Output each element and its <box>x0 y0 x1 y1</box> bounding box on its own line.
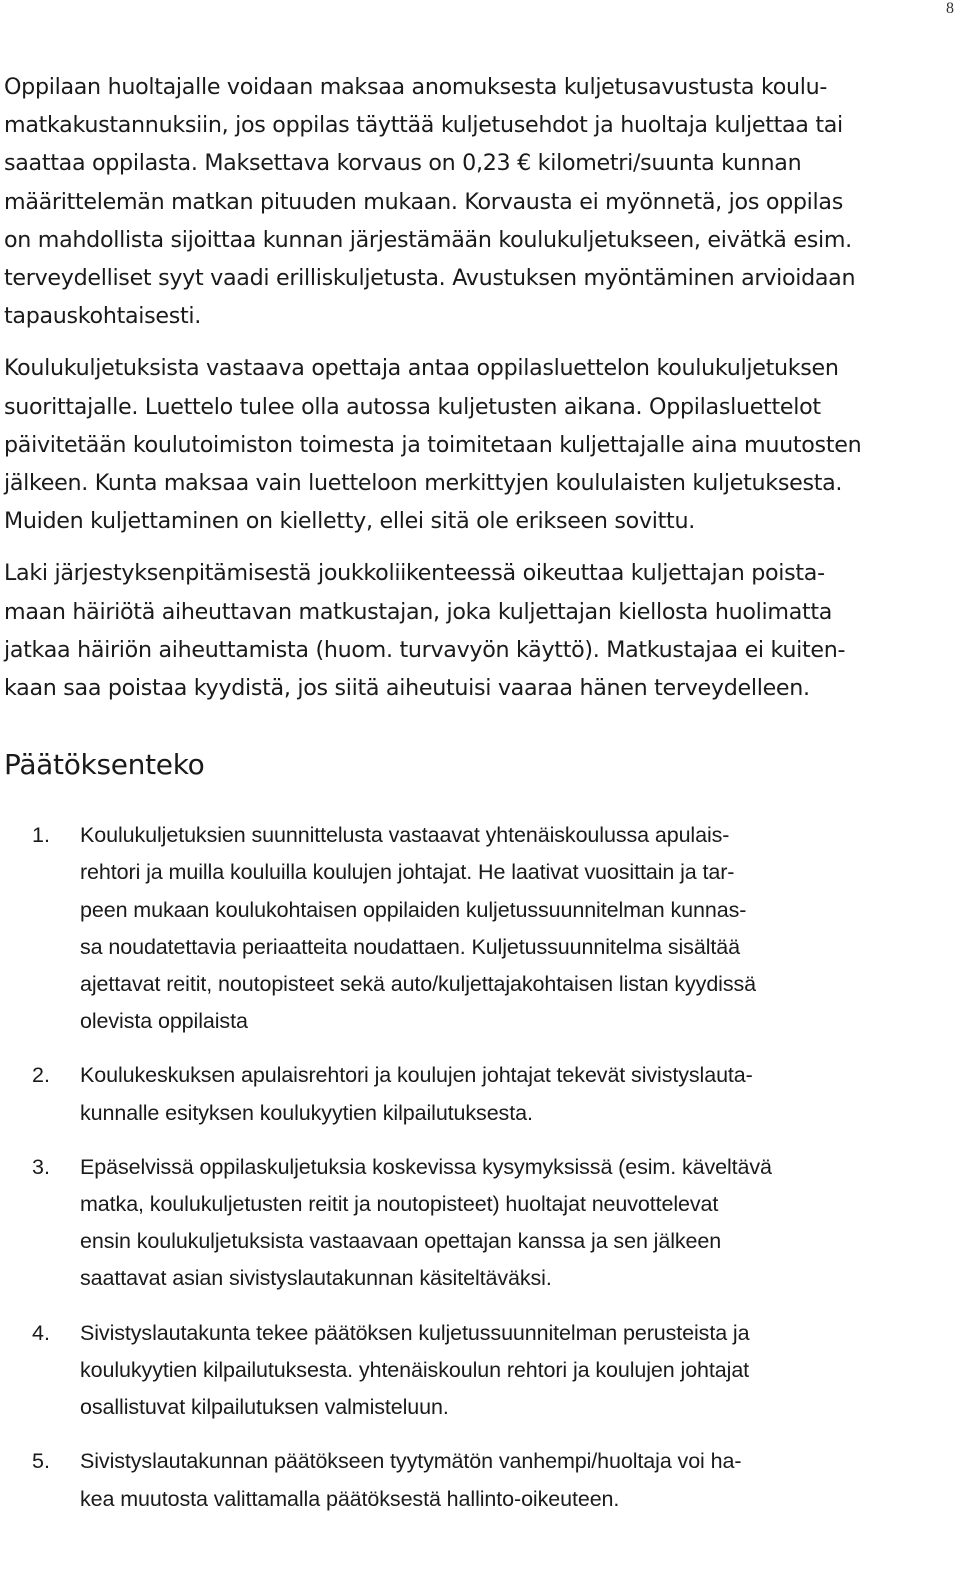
list-item-number: 2. <box>32 1063 50 1088</box>
list-item <box>4 1149 954 1298</box>
paragraph-public-transport-law: Laki järjestyksenpitämisestä joukkoliikenteessä oikeuttaa kuljettajan poista- maan häiriötä aiheuttavan matkustajan, joka kuljettajan kiellosta huolimatta jatkaa häiriön aiheuttamista (huom. turvavyön käyttö). Matkustajaa ei kuiten- kaan saa poistaa kyydistä, jos siitä aiheutuisi vaaraa hänen terveydelleen. <box>4 560 846 702</box>
list-item <box>4 1057 954 1131</box>
list-item <box>4 1443 954 1517</box>
list-item-number: 5. <box>32 1449 50 1474</box>
list-item-text: Sivistyslautakunnan päätökseen tyytymätön vanhempi/huoltaja voi ha- kea muutosta valittamalla päätöksestä hallinto-oikeuteen. <box>80 1449 742 1511</box>
paragraph-transport-allowance: Oppilaan huoltajalle voidaan maksaa anomuksesta kuljetusavustusta koulu- matkakustannuksiin, jos oppilas täyttää kuljetusehdot ja huoltaja kuljettaa tai saattaa oppilasta. Maksettava korvaus on 0,23 € kilometri/suunta kunnan määrittelemän matkan pituuden mukaan. Korvausta ei myönnetä, jos oppilas on mahdollista sijoittaa kunnan järjestämään koulukuljetukseen, eivätkä esim. terveydelliset syyt vaadi erilliskuljetusta. Avustuksen myöntäminen arvioidaan tapauskohtaisesti. <box>4 74 856 330</box>
list-item <box>4 1315 954 1427</box>
list-item-number: 3. <box>32 1154 50 1179</box>
section-heading: Päätöksenteko <box>4 748 205 782</box>
list-item-text: Koulukuljetuksien suunnittelusta vastaavat yhtenäiskoulussa apulais- rehtori ja muilla kouluilla koulujen johtajat. He laativat vuosittain ja tar- peen mukaan koulukohtaisen oppilaiden kuljetussuunnitelman kunnas- sa noudatettavia periaatteita noudattaen. Kuljetussuunnitelma sisältää ajettavat reitit, noutopisteet sekä auto/kuljettajakohtaisen listan kyydissä olevista oppilaista <box>80 823 757 1034</box>
list-item-text: Sivistyslautakunta tekee päätöksen kuljetussuunnitelman perusteista ja koulukyytien kilpailutuksesta. yhtenäiskoulun rehtori ja koulujen johtajat osallistuvat kilpailutuksen valmisteluun. <box>80 1320 750 1420</box>
list-item <box>4 817 954 1040</box>
document-body <box>4 68 954 1535</box>
list-item-text: Epäselvissä oppilaskuljetuksia koskevissa kysymyksissä (esim. käveltävä matka, koulukuljetusten reitit ja noutopisteet) huoltajat neuvottelevat ensin koulukuljetuksista vastaavaan opettajan kanssa ja sen jälkeen saattavat asian sivistyslautakunnan käsiteltäväksi. <box>80 1154 772 1291</box>
decision-list <box>4 817 954 1517</box>
paragraph-pupil-list: Koulukuljetuksista vastaava opettaja antaa oppilasluettelon koulukuljetuksen suorittajalle. Luettelo tulee olla autossa kuljetusten aikana. Oppilasluettelot päivitetään koulutoimiston toimesta ja toimitetaan kuljettajalle aina muutosten jälkeen. Kunta maksaa vain luetteloon merkittyjen koululaisten kuljetuksesta. Muiden kuljettaminen on kielletty, ellei sitä ole erikseen sovittu. <box>4 355 862 535</box>
page-number: 8 <box>946 0 954 17</box>
list-item-number: 4. <box>32 1320 50 1345</box>
list-item-number: 1. <box>32 823 50 848</box>
list-item-text: Koulukeskuksen apulaisrehtori ja koulujen johtajat tekevät sivistyslauta- kunnalle esityksen koulukyytien kilpailutuksesta. <box>80 1063 753 1125</box>
